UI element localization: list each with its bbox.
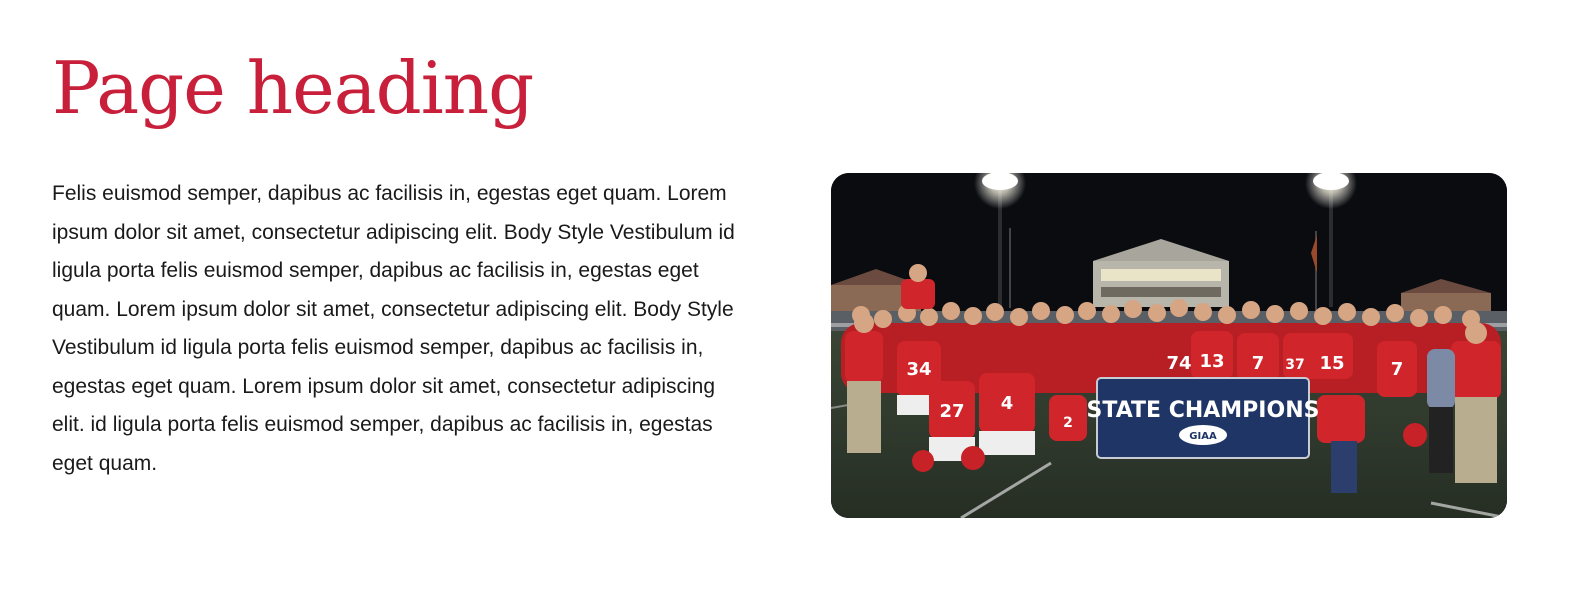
jersey-number: 34 <box>906 359 932 380</box>
banner-logo: GIAA <box>1189 431 1217 442</box>
jersey-number: 2 <box>1063 415 1073 431</box>
jersey-number: 7 <box>1251 353 1265 374</box>
page-title: Page heading <box>52 46 534 130</box>
body-paragraph: Felis euismod semper, dapibus ac facilisis in, egestas eget quam. Lorem ipsum dolor sit amet, consectetur adipiscing elit. Body Style Vestibulum id ligula porta felis euismod semper, dapibus ac facilisis in, egestas eget quam. Lorem ipsum dolor sit amet, consectetur adipiscing elit. Body Style Vestibulum id ligula porta felis euismod semper, dapibus ac facilisis in, egestas eget quam. Lorem ipsum dolor sit amet, consectetur adipiscing elit. id ligula porta felis euismod semper, dapibus ac facilisis in, egestas eget quam. <box>52 182 735 475</box>
team-photo-illustration <box>831 173 1507 518</box>
jersey-number: 4 <box>1000 393 1014 414</box>
jersey-number: 37 <box>1285 357 1305 373</box>
jersey-number: 13 <box>1199 351 1225 372</box>
banner-title: STATE CHAMPIONS <box>1086 398 1320 423</box>
jersey-number: 7 <box>1390 359 1404 380</box>
jersey-number: 15 <box>1319 353 1345 374</box>
jersey-number: 27 <box>939 401 965 422</box>
team-photo <box>831 173 1507 518</box>
jersey-number: 74 <box>1166 353 1192 374</box>
state-champions-banner <box>1087 378 1320 458</box>
